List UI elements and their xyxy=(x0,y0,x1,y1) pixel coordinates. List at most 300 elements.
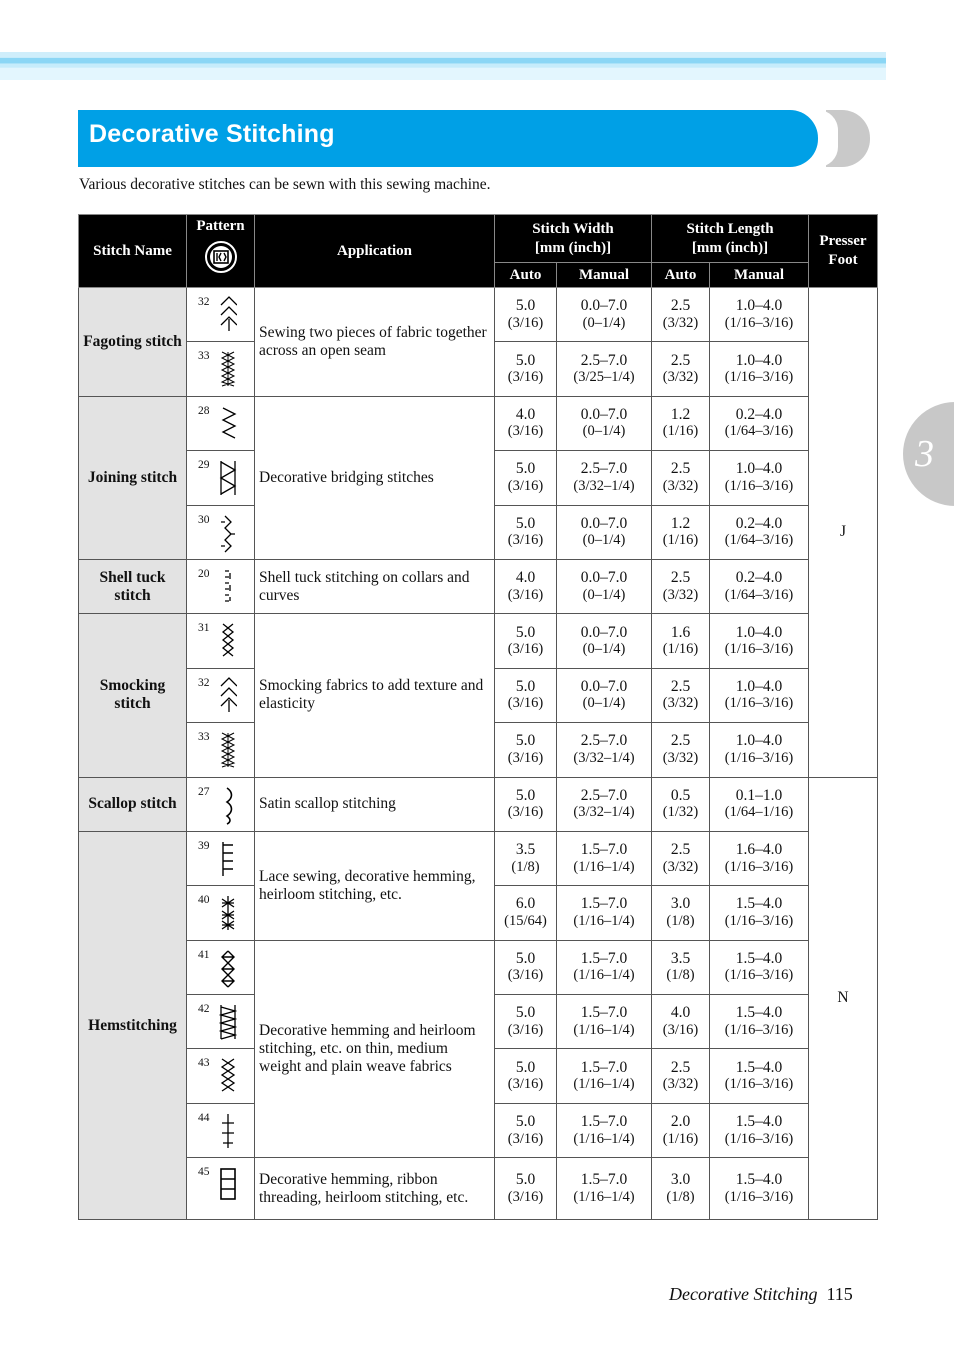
length-auto-inch: (3/32) xyxy=(662,695,699,712)
width-auto-cell xyxy=(495,886,557,940)
width-manual-inch: (1/16–1/4) xyxy=(573,1076,635,1093)
pattern-number: 45 xyxy=(198,1166,210,1179)
length-manual-cell xyxy=(710,777,809,831)
width-manual-cell xyxy=(557,1158,652,1220)
stitch-pattern-icon xyxy=(219,349,237,389)
header-pattern-label: Pattern xyxy=(196,218,245,234)
length-manual-inch: (1/64–3/16) xyxy=(724,586,794,603)
width-manual-cell xyxy=(557,1103,652,1157)
width-auto-inch: (15/64) xyxy=(504,912,547,929)
width-auto-inch: (3/16) xyxy=(507,804,544,821)
width-manual-inch: (0–1/4) xyxy=(582,314,626,331)
pattern-cell xyxy=(187,831,255,885)
stitch-pattern-icon xyxy=(219,567,237,607)
length-manual-cell xyxy=(710,1049,809,1103)
width-manual-cell xyxy=(557,995,652,1049)
stitch-name: Smocking stitch xyxy=(79,614,187,777)
width-auto-mm: 5.0 xyxy=(515,677,536,695)
length-manual-inch: (1/16–3/16) xyxy=(724,1076,794,1093)
length-manual-cell xyxy=(710,559,809,613)
page-number: 115 xyxy=(826,1284,853,1304)
length-manual-cell xyxy=(710,723,809,777)
stitch-pattern-icon xyxy=(219,1111,237,1151)
pattern-number: 30 xyxy=(198,513,210,526)
length-manual-inch: (1/16–3/16) xyxy=(724,477,794,494)
width-auto-inch: (3/16) xyxy=(507,1076,544,1093)
stitch-pattern-icon xyxy=(219,785,237,825)
pattern-key-icon xyxy=(204,240,238,274)
length-manual-cell xyxy=(710,1103,809,1157)
pattern-cell xyxy=(187,1103,255,1157)
width-auto-cell xyxy=(495,668,557,722)
table-row xyxy=(79,777,878,831)
length-auto-cell xyxy=(652,777,710,831)
length-auto-cell xyxy=(652,396,710,450)
width-manual-cell xyxy=(557,1049,652,1103)
pattern-cell xyxy=(187,1049,255,1103)
length-auto-cell xyxy=(652,342,710,396)
length-auto-inch: (3/32) xyxy=(662,369,699,386)
stitch-pattern-icon xyxy=(219,295,237,335)
width-auto-mm: 5.0 xyxy=(515,1113,536,1131)
width-manual-cell xyxy=(557,559,652,613)
pattern-cell xyxy=(187,559,255,613)
application-text: Sewing two pieces of fabric together across an open seam xyxy=(255,288,495,397)
stitch-pattern-icon xyxy=(219,839,237,879)
width-auto-inch: (3/16) xyxy=(507,641,544,658)
title-bar xyxy=(78,110,818,167)
width-manual-inch: (1/16–1/4) xyxy=(573,912,635,929)
width-manual-mm: 1.5–7.0 xyxy=(580,1004,628,1022)
length-manual-inch: (1/64–1/16) xyxy=(724,804,794,821)
application-text: Shell tuck stitching on collars and curves xyxy=(255,559,495,613)
length-auto-cell xyxy=(652,723,710,777)
length-auto-inch: (1/32) xyxy=(662,804,699,821)
length-manual-cell xyxy=(710,288,809,342)
stitch-name: Joining stitch xyxy=(79,396,187,559)
width-manual-inch: (3/32–1/4) xyxy=(573,477,635,494)
length-manual-mm: 1.6–4.0 xyxy=(735,841,783,859)
length-auto-mm: 2.5 xyxy=(670,732,691,750)
length-auto-mm: 1.2 xyxy=(670,405,691,423)
width-auto-inch: (3/16) xyxy=(507,1130,544,1147)
width-auto-inch: (3/16) xyxy=(507,1021,544,1038)
stitch-name: Fagoting stitch xyxy=(79,288,187,397)
width-manual-mm: 1.5–7.0 xyxy=(580,841,628,859)
stitch-pattern-icon xyxy=(219,1165,237,1205)
stitch-pattern-icon xyxy=(219,1002,237,1042)
length-auto-mm: 0.5 xyxy=(670,786,691,804)
table-row xyxy=(79,614,878,668)
length-manual-inch: (1/64–3/16) xyxy=(724,532,794,549)
width-auto-inch: (3/16) xyxy=(507,749,544,766)
pattern-number: 27 xyxy=(198,785,210,798)
table-row xyxy=(79,396,878,450)
stitch-pattern-icon xyxy=(219,621,237,661)
width-manual-cell xyxy=(557,451,652,505)
length-auto-inch: (3/32) xyxy=(662,749,699,766)
length-manual-inch: (1/16–3/16) xyxy=(724,1021,794,1038)
header-application: Application xyxy=(255,215,495,288)
length-manual-cell xyxy=(710,342,809,396)
width-auto-mm: 5.0 xyxy=(515,514,536,532)
application-text: Decorative hemming, ribbon threading, heirloom stitching, etc. xyxy=(255,1158,495,1220)
width-auto-cell xyxy=(495,1103,557,1157)
width-auto-inch: (3/16) xyxy=(507,314,544,331)
width-manual-cell xyxy=(557,886,652,940)
pattern-number: 41 xyxy=(198,948,210,961)
length-manual-cell xyxy=(710,995,809,1049)
header-stitch-name: Stitch Name xyxy=(79,215,187,288)
width-auto-mm: 3.5 xyxy=(515,841,536,859)
length-auto-inch: (3/32) xyxy=(662,586,699,603)
presser-foot: J xyxy=(809,288,878,778)
width-auto-mm: 5.0 xyxy=(515,1004,536,1022)
pattern-cell xyxy=(187,396,255,450)
length-manual-mm: 1.5–4.0 xyxy=(735,1058,783,1076)
page-title: Decorative Stitching xyxy=(89,120,335,148)
length-manual-mm: 1.0–4.0 xyxy=(735,677,783,695)
width-manual-mm: 0.0–7.0 xyxy=(580,405,628,423)
header-stripe xyxy=(0,52,886,80)
width-manual-inch: (1/16–1/4) xyxy=(573,1130,635,1147)
width-auto-cell xyxy=(495,342,557,396)
length-manual-cell xyxy=(710,886,809,940)
header-width-auto: Auto xyxy=(495,263,557,288)
width-auto-mm: 5.0 xyxy=(515,949,536,967)
width-auto-mm: 5.0 xyxy=(515,1171,536,1189)
width-auto-cell xyxy=(495,614,557,668)
page-footer xyxy=(669,1284,853,1305)
width-auto-cell xyxy=(495,777,557,831)
pattern-cell xyxy=(187,940,255,994)
pattern-number: 31 xyxy=(198,622,210,635)
width-auto-cell xyxy=(495,451,557,505)
width-manual-cell xyxy=(557,396,652,450)
length-manual-mm: 0.2–4.0 xyxy=(735,514,783,532)
application-text: Lace sewing, decorative hemming, heirloom stitching, etc. xyxy=(255,831,495,940)
length-auto-inch: (1/16) xyxy=(662,532,699,549)
length-auto-cell xyxy=(652,995,710,1049)
length-manual-mm: 1.5–4.0 xyxy=(735,1004,783,1022)
length-auto-inch: (3/32) xyxy=(662,314,699,331)
width-manual-cell xyxy=(557,342,652,396)
table-row xyxy=(79,831,878,885)
stitch-pattern-icon xyxy=(219,730,237,770)
pattern-number: 32 xyxy=(198,296,210,308)
pattern-cell xyxy=(187,288,255,342)
width-auto-inch: (3/16) xyxy=(507,586,544,603)
width-auto-mm: 6.0 xyxy=(515,895,536,913)
length-auto-cell xyxy=(652,559,710,613)
pattern-number: 40 xyxy=(198,894,210,907)
width-auto-inch: (3/16) xyxy=(507,695,544,712)
pattern-number: 44 xyxy=(198,1111,210,1124)
width-manual-inch: (0–1/4) xyxy=(582,423,626,440)
length-manual-mm: 1.0–4.0 xyxy=(735,623,783,641)
length-auto-inch: (1/8) xyxy=(666,967,695,984)
length-auto-mm: 2.5 xyxy=(670,351,691,369)
length-manual-cell xyxy=(710,396,809,450)
pattern-cell xyxy=(187,723,255,777)
width-auto-inch: (3/16) xyxy=(507,1188,544,1205)
width-manual-mm: 2.5–7.0 xyxy=(580,460,628,478)
stitch-pattern-icon xyxy=(219,404,237,444)
length-manual-mm: 1.0–4.0 xyxy=(735,297,783,315)
application-text: Satin scallop stitching xyxy=(255,777,495,831)
width-auto-cell xyxy=(495,1049,557,1103)
width-manual-inch: (3/25–1/4) xyxy=(573,369,635,386)
length-manual-inch: (1/16–3/16) xyxy=(724,1130,794,1147)
width-manual-inch: (0–1/4) xyxy=(582,695,626,712)
footer-section-title: Decorative Stitching xyxy=(669,1284,818,1304)
width-manual-inch: (3/32–1/4) xyxy=(573,804,635,821)
width-manual-cell xyxy=(557,614,652,668)
width-manual-cell xyxy=(557,831,652,885)
length-auto-mm: 2.5 xyxy=(670,677,691,695)
width-manual-inch: (1/16–1/4) xyxy=(573,967,635,984)
length-manual-inch: (1/16–3/16) xyxy=(724,641,794,658)
length-manual-cell xyxy=(710,668,809,722)
pattern-number: 33 xyxy=(198,731,210,744)
length-auto-mm: 2.5 xyxy=(670,297,691,315)
pattern-cell xyxy=(187,342,255,396)
stitch-table xyxy=(78,214,878,1220)
width-manual-mm: 1.5–7.0 xyxy=(580,895,628,913)
width-manual-cell xyxy=(557,777,652,831)
width-auto-inch: (3/16) xyxy=(507,967,544,984)
chapter-tab xyxy=(903,402,954,506)
width-auto-cell xyxy=(495,723,557,777)
stitch-name: Shell tuck stitch xyxy=(79,559,187,613)
length-auto-mm: 3.0 xyxy=(670,1171,691,1189)
length-auto-mm: 2.5 xyxy=(670,1058,691,1076)
length-manual-inch: (1/16–3/16) xyxy=(724,967,794,984)
length-manual-mm: 1.0–4.0 xyxy=(735,732,783,750)
length-auto-mm: 2.5 xyxy=(670,460,691,478)
width-manual-cell xyxy=(557,288,652,342)
length-manual-inch: (1/16–3/16) xyxy=(724,912,794,929)
width-manual-cell xyxy=(557,723,652,777)
length-auto-inch: (1/16) xyxy=(662,641,699,658)
width-auto-cell xyxy=(495,1158,557,1220)
length-manual-mm: 0.2–4.0 xyxy=(735,405,783,423)
width-manual-mm: 1.5–7.0 xyxy=(580,1171,628,1189)
width-auto-mm: 5.0 xyxy=(515,732,536,750)
length-manual-inch: (1/16–3/16) xyxy=(724,369,794,386)
width-auto-mm: 4.0 xyxy=(515,405,536,423)
length-auto-inch: (3/16) xyxy=(662,1021,699,1038)
width-manual-mm: 2.5–7.0 xyxy=(580,732,628,750)
pattern-number: 29 xyxy=(198,459,210,472)
length-auto-cell xyxy=(652,288,710,342)
length-auto-cell xyxy=(652,1103,710,1157)
width-auto-mm: 5.0 xyxy=(515,297,536,315)
length-manual-mm: 0.1–1.0 xyxy=(735,786,783,804)
pattern-cell xyxy=(187,886,255,940)
stitch-name: Scallop stitch xyxy=(79,777,187,831)
width-manual-inch: (1/16–1/4) xyxy=(573,1188,635,1205)
application-text: Smocking fabrics to add texture and elasticity xyxy=(255,614,495,777)
pattern-number: 32 xyxy=(198,676,210,689)
length-auto-cell xyxy=(652,1049,710,1103)
length-manual-cell xyxy=(710,940,809,994)
length-manual-cell xyxy=(710,1158,809,1220)
header-pattern xyxy=(187,215,255,288)
header-stitch-length-label: Stitch Length xyxy=(686,220,774,237)
pattern-number: 39 xyxy=(198,839,210,852)
length-manual-mm: 1.0–4.0 xyxy=(735,351,783,369)
length-manual-inch: (1/16–3/16) xyxy=(724,695,794,712)
pattern-cell xyxy=(187,777,255,831)
length-auto-inch: (1/16) xyxy=(662,423,699,440)
length-auto-mm: 2.0 xyxy=(670,1113,691,1131)
intro-text: Various decorative stitches can be sewn with this sewing machine. xyxy=(79,176,491,193)
length-manual-mm: 1.5–4.0 xyxy=(735,1171,783,1189)
width-auto-cell xyxy=(495,505,557,559)
stitch-pattern-icon xyxy=(219,676,237,716)
length-auto-cell xyxy=(652,451,710,505)
width-auto-mm: 4.0 xyxy=(515,569,536,587)
length-manual-inch: (1/64–3/16) xyxy=(724,423,794,440)
pattern-cell xyxy=(187,451,255,505)
length-auto-inch: (3/32) xyxy=(662,477,699,494)
stitch-pattern-icon xyxy=(219,513,237,553)
width-manual-mm: 0.0–7.0 xyxy=(580,297,628,315)
pattern-number: 33 xyxy=(198,350,210,363)
header-stitch-length xyxy=(652,215,809,263)
width-manual-mm: 0.0–7.0 xyxy=(580,623,628,641)
width-manual-inch: (1/16–1/4) xyxy=(573,858,635,875)
width-auto-cell xyxy=(495,288,557,342)
length-auto-cell xyxy=(652,1158,710,1220)
header-width-units: [mm (inch)] xyxy=(534,239,612,256)
length-manual-mm: 1.5–4.0 xyxy=(735,949,783,967)
width-manual-inch: (0–1/4) xyxy=(582,641,626,658)
application-text: Decorative bridging stitches xyxy=(255,396,495,559)
length-manual-inch: (1/16–3/16) xyxy=(724,858,794,875)
length-auto-mm: 3.0 xyxy=(670,895,691,913)
length-auto-mm: 3.5 xyxy=(670,949,691,967)
length-manual-inch: (1/16–3/16) xyxy=(724,1188,794,1205)
table-row xyxy=(79,288,878,342)
application-text: Decorative hemming and heirloom stitching, etc. on thin, medium weight and plain weave fabrics xyxy=(255,940,495,1158)
width-manual-cell xyxy=(557,505,652,559)
header-stitch-width-label: Stitch Width xyxy=(532,220,614,237)
pattern-cell xyxy=(187,995,255,1049)
length-manual-mm: 0.2–4.0 xyxy=(735,569,783,587)
length-manual-cell xyxy=(710,614,809,668)
pattern-cell xyxy=(187,1158,255,1220)
stitch-pattern-icon xyxy=(219,948,237,988)
width-auto-mm: 5.0 xyxy=(515,1058,536,1076)
length-auto-cell xyxy=(652,831,710,885)
width-auto-inch: (3/16) xyxy=(507,369,544,386)
width-auto-mm: 5.0 xyxy=(515,351,536,369)
width-auto-cell xyxy=(495,940,557,994)
width-auto-mm: 5.0 xyxy=(515,460,536,478)
stitch-pattern-icon xyxy=(219,1056,237,1096)
length-auto-inch: (1/8) xyxy=(666,912,695,929)
table-row xyxy=(79,940,878,994)
width-auto-mm: 5.0 xyxy=(515,623,536,641)
length-auto-mm: 2.5 xyxy=(670,841,691,859)
width-auto-cell xyxy=(495,995,557,1049)
length-auto-cell xyxy=(652,886,710,940)
width-manual-inch: (0–1/4) xyxy=(582,586,626,603)
pattern-number: 43 xyxy=(198,1057,210,1070)
stitch-name: Hemstitching xyxy=(79,831,187,1219)
width-auto-cell xyxy=(495,559,557,613)
length-auto-cell xyxy=(652,614,710,668)
presser-foot: N xyxy=(809,777,878,1220)
width-manual-cell xyxy=(557,668,652,722)
length-manual-mm: 1.5–4.0 xyxy=(735,1113,783,1131)
width-manual-mm: 1.5–7.0 xyxy=(580,1113,628,1131)
pattern-cell xyxy=(187,668,255,722)
length-auto-inch: (3/32) xyxy=(662,1076,699,1093)
width-manual-inch: (0–1/4) xyxy=(582,532,626,549)
header-length-manual: Manual xyxy=(710,263,809,288)
pattern-cell xyxy=(187,505,255,559)
length-auto-inch: (1/8) xyxy=(666,1188,695,1205)
header-presser-foot: Presser Foot xyxy=(809,215,878,288)
width-manual-mm: 2.5–7.0 xyxy=(580,351,628,369)
header-stitch-width xyxy=(495,215,652,263)
pattern-cell xyxy=(187,614,255,668)
chapter-number: 3 xyxy=(915,433,934,475)
pattern-number: 42 xyxy=(198,1003,210,1016)
length-manual-inch: (1/16–3/16) xyxy=(724,749,794,766)
length-auto-cell xyxy=(652,940,710,994)
length-manual-mm: 1.5–4.0 xyxy=(735,895,783,913)
length-auto-cell xyxy=(652,668,710,722)
length-auto-mm: 1.2 xyxy=(670,514,691,532)
pattern-number: 28 xyxy=(198,404,210,417)
width-auto-inch: (3/16) xyxy=(507,532,544,549)
width-manual-mm: 0.0–7.0 xyxy=(580,677,628,695)
length-auto-mm: 1.6 xyxy=(670,623,691,641)
width-auto-inch: (3/16) xyxy=(507,477,544,494)
width-manual-cell xyxy=(557,940,652,994)
length-auto-cell xyxy=(652,505,710,559)
width-manual-mm: 2.5–7.0 xyxy=(580,786,628,804)
width-manual-inch: (3/32–1/4) xyxy=(573,749,635,766)
pattern-number: 20 xyxy=(198,567,210,580)
length-manual-mm: 1.0–4.0 xyxy=(735,460,783,478)
length-auto-mm: 4.0 xyxy=(670,1004,691,1022)
length-manual-inch: (1/16–3/16) xyxy=(724,314,794,331)
width-auto-inch: (3/16) xyxy=(507,423,544,440)
width-manual-mm: 1.5–7.0 xyxy=(580,1058,628,1076)
length-auto-mm: 2.5 xyxy=(670,569,691,587)
width-auto-cell xyxy=(495,396,557,450)
stitch-pattern-icon xyxy=(219,458,237,498)
table-row xyxy=(79,1158,878,1220)
length-auto-inch: (3/32) xyxy=(662,858,699,875)
stitch-pattern-icon xyxy=(219,893,237,933)
length-manual-cell xyxy=(710,505,809,559)
width-auto-mm: 5.0 xyxy=(515,786,536,804)
header-length-auto: Auto xyxy=(652,263,710,288)
header-width-manual: Manual xyxy=(557,263,652,288)
header-length-units: [mm (inch)] xyxy=(691,239,769,256)
width-manual-mm: 0.0–7.0 xyxy=(580,514,628,532)
length-manual-cell xyxy=(710,451,809,505)
length-manual-cell xyxy=(710,831,809,885)
length-auto-inch: (1/16) xyxy=(662,1130,699,1147)
width-manual-inch: (1/16–1/4) xyxy=(573,1021,635,1038)
